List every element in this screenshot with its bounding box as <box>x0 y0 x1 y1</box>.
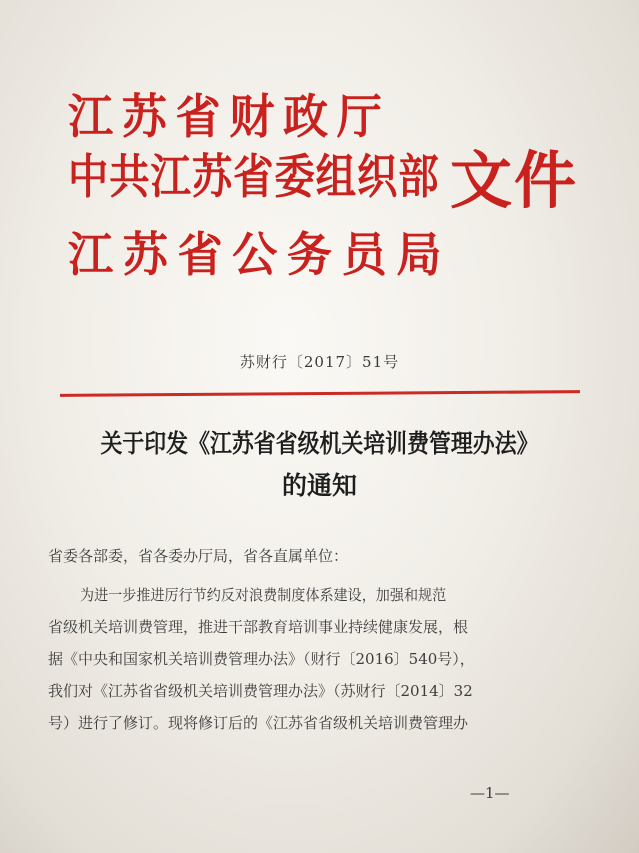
salutation: 省委各部委，省各委办厅局，省各直属单位： <box>48 547 349 565</box>
issuer-header <box>68 82 579 292</box>
notice-title-line-1: 关于印发《江苏省省级机关培训费管理办法》 <box>100 429 539 458</box>
body-line: 省级机关培训费管理，推进干部教育培训事业持续健康发展，根 <box>48 618 469 636</box>
notice-title-line-2: 的通知 <box>281 471 357 500</box>
issuer-finance-department: 江苏省财政厅 <box>68 90 391 145</box>
page-number: —1— <box>470 784 510 802</box>
body-line: 我们对《江苏省省级机关培训费管理办法》（苏财行〔2014〕32 <box>48 682 473 700</box>
red-divider-line <box>60 390 580 397</box>
document-suffix: 文件 <box>450 144 579 217</box>
body-line: 为进一步推进厉行节约反对浪费制度体系建设，加强和规范 <box>80 586 447 604</box>
document-number: 苏财行〔2017〕51号 <box>239 353 400 371</box>
issuer-civil-service-bureau: 江苏省公务员局 <box>68 228 452 283</box>
body-line: 据《中央和国家机关培训费管理办法》（财行〔2016〕540号）， <box>48 650 475 668</box>
body-line: 号）进行了修订。现将修订后的《江苏省省级机关培训费管理办 <box>48 714 469 732</box>
issuer-organization-department: 中共江苏省委组织部 <box>68 150 440 205</box>
